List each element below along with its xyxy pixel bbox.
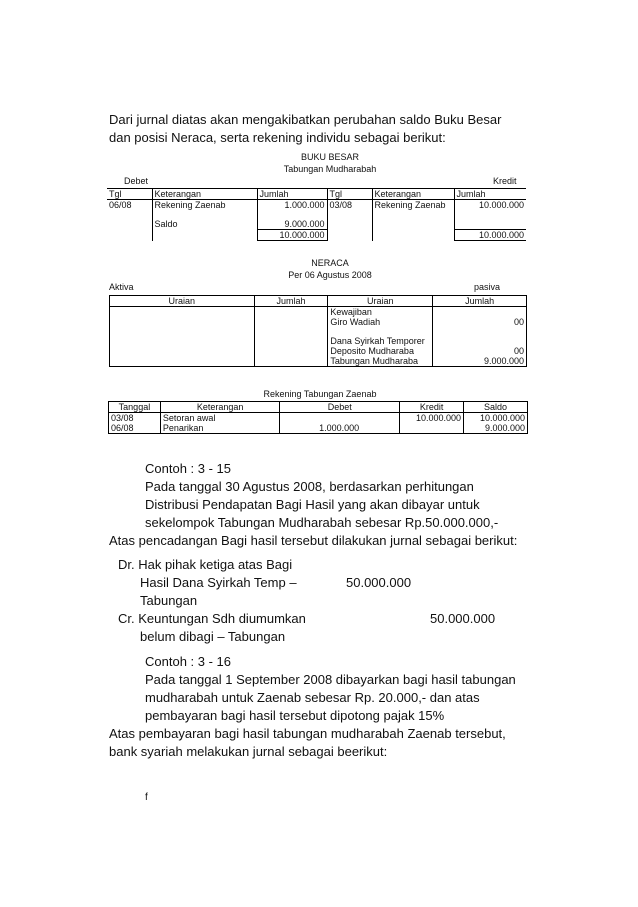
table-row: 03/08 Setoran awal 10.000.000 10.000.000 xyxy=(109,413,528,424)
col-jumlah-pasiva: Jumlah xyxy=(433,296,527,307)
col-keterangan-credit: Keterangan xyxy=(372,189,454,200)
col-jumlah: Jumlah xyxy=(257,189,327,200)
intro-line-2: dan posisi Neraca, serta rekening individu sebagai berikut: xyxy=(109,130,446,145)
rekening-title: Rekening Tabungan Zaenab xyxy=(263,389,377,399)
neraca-table: Uraian Jumlah Uraian Jumlah Kewajiban Giro Wadiah 00 Dana Syirkah Temporer Deposito Mudharaba 00 Tabungan Mudharaba 9.000.000 xyxy=(109,295,527,367)
contoh-16-line-5: bank syariah melakukan jurnal sebagai beerikut: xyxy=(109,744,388,759)
contoh-15-label: Contoh : 3 - 15 xyxy=(145,461,231,476)
table-row: 06/08 Penarikan 1.000.000 9.000.000 xyxy=(109,423,528,434)
neraca-title: NERACA xyxy=(311,258,349,268)
buku-besar-debet-label: Debet xyxy=(124,176,149,186)
contoh-16-line-2: mudharabah untuk Zaenab sebesar Rp. 20.000,- dan atas xyxy=(145,690,480,705)
col-tgl: Tgl xyxy=(107,189,152,200)
jurnal-dr-line-2: Hasil Dana Syirkah Temp – xyxy=(140,575,297,590)
col-debet: Debet xyxy=(280,402,400,413)
contoh-16-line-1: Pada tanggal 1 September 2008 dibayarkan bagi hasil tabungan xyxy=(145,672,516,687)
jurnal-dr-value: 50.000.000 xyxy=(346,575,412,590)
col-tanggal: Tanggal xyxy=(109,402,161,413)
col-jumlah-credit: Jumlah xyxy=(454,189,526,200)
jurnal-dr-line-3: Tabungan xyxy=(140,593,198,608)
contoh-15-line-3: sekelompok Tabungan Mudharabah sebesar Rp.50.000.000,- xyxy=(145,515,499,530)
col-uraian-pasiva: Uraian xyxy=(328,296,433,307)
table-row: Saldo 9.000.000 xyxy=(107,219,526,230)
col-tgl-credit: Tgl xyxy=(327,189,372,200)
jurnal-cr-line-1: Cr. Keuntungan Sdh diumumkan xyxy=(118,611,306,626)
jurnal-dr-line-1: Dr. Hak pihak ketiga atas Bagi xyxy=(118,557,293,572)
col-saldo: Saldo xyxy=(464,402,528,413)
jurnal-cr-line-2: belum dibagi – Tabungan xyxy=(140,629,286,644)
neraca-subtitle: Per 06 Agustus 2008 xyxy=(288,270,372,280)
table-row: 06/08 Rekening Zaenab 1.000.000 03/08 Rekening Zaenab 10.000.000 xyxy=(109,200,524,210)
contoh-15-line-2: Distribusi Pendapatan Bagi Hasil yang akan dibayar untuk xyxy=(145,497,480,512)
page-footer-mark: f xyxy=(145,792,148,803)
neraca-aktiva-label: Aktiva xyxy=(109,282,134,292)
buku-besar-kredit-label: Kredit xyxy=(493,176,517,186)
jurnal-cr-value: 50.000.000 xyxy=(430,611,496,626)
contoh-16-line-3: pembayaran bagi hasil tersebut dipotong pajak 15% xyxy=(145,708,445,723)
col-keterangan: Keterangan xyxy=(152,189,257,200)
buku-besar-subtitle: Tabungan Mudharabah xyxy=(283,164,377,174)
table-total-row xyxy=(107,230,526,241)
contoh-15-line-4: Atas pencadangan Bagi hasil tersebut dilakukan jurnal sebagai berikut: xyxy=(109,533,518,548)
contoh-15-line-1: Pada tanggal 30 Agustus 2008, berdasarkan perhitungan xyxy=(145,479,474,494)
col-uraian-aktiva: Uraian xyxy=(110,296,255,307)
contoh-16-line-4: Atas pembayaran bagi hasil tabungan mudharabah Zaenab tersebut, xyxy=(109,726,506,741)
intro-line-1: Dari jurnal diatas akan mengakibatkan perubahan saldo Buku Besar xyxy=(109,112,502,127)
col-jumlah-aktiva: Jumlah xyxy=(254,296,328,307)
debit-total: 10.000.000 xyxy=(257,230,327,241)
buku-besar-table xyxy=(107,188,526,241)
buku-besar-title: BUKU BESAR xyxy=(300,152,360,162)
col-keterangan-rek: Keterangan xyxy=(160,402,280,413)
credit-total: 10.000.000 xyxy=(454,230,526,241)
contoh-16-label: Contoh : 3 - 16 xyxy=(145,654,231,669)
neraca-pasiva-label: pasiva xyxy=(474,282,501,292)
rekening-table xyxy=(108,401,528,434)
col-kredit: Kredit xyxy=(400,402,464,413)
